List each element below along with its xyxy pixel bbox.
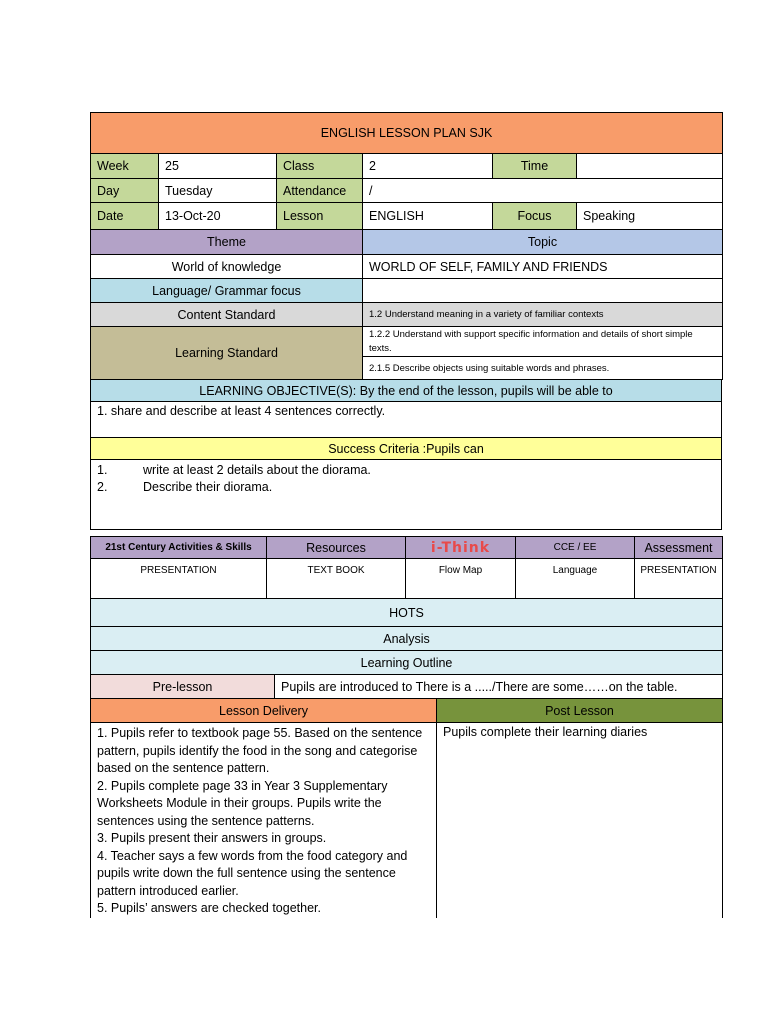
lesson-delivery-label: Lesson Delivery	[91, 699, 437, 723]
content-standard-value: 1.2 Understand meaning in a variety of familiar contexts	[363, 303, 723, 327]
hots-table	[90, 598, 723, 699]
language-focus-value	[363, 279, 723, 303]
language-focus-label: Language/ Grammar focus	[91, 279, 363, 303]
week-label: Week	[91, 154, 159, 179]
assessment-label: Assessment	[635, 537, 723, 559]
header-table	[90, 112, 723, 230]
class-label: Class	[277, 154, 363, 179]
day-label: Day	[91, 179, 159, 203]
cce-value: Language	[516, 559, 635, 599]
resources-label: Resources	[267, 537, 406, 559]
ithink-value: Flow Map	[406, 559, 516, 599]
attendance-value: /	[363, 179, 723, 203]
week-value: 25	[159, 154, 277, 179]
skills-table	[90, 536, 723, 599]
lesson-delivery-step: 1. Pupils refer to textbook page 55. Based on the sentence pattern, pupils identify the food in the song and categorise based on the sentence pattern.	[97, 726, 423, 775]
lesson-label: Lesson	[277, 203, 363, 230]
success-criteria-item	[97, 479, 715, 496]
pre-lesson-label: Pre-lesson	[91, 675, 275, 699]
century-skills-value: PRESENTATION	[91, 559, 267, 599]
assessment-value: PRESENTATION	[635, 559, 723, 599]
success-criteria-text: Describe their diorama.	[143, 480, 273, 494]
objectives-table	[90, 379, 722, 530]
success-criteria-text: write at least 2 details about the diorama.	[143, 463, 371, 477]
standards-table	[90, 229, 723, 380]
attendance-label: Attendance	[277, 179, 363, 203]
hots-value: Analysis	[91, 627, 723, 651]
date-label: Date	[91, 203, 159, 230]
learning-standard-item-1: 1.2.2 Understand with support specific information and details of short simple texts.	[363, 327, 723, 357]
lesson-delivery-step: 5. Pupils’ answers are checked together.	[97, 901, 321, 915]
success-criteria-list	[91, 460, 722, 530]
lesson-delivery-steps	[91, 723, 437, 918]
focus-value: Speaking	[577, 203, 723, 230]
delivery-table	[90, 698, 723, 918]
success-criteria-item	[97, 462, 715, 479]
resources-value: TEXT BOOK	[267, 559, 406, 599]
class-value: 2	[363, 154, 493, 179]
date-value: 13-Oct-20	[159, 203, 277, 230]
success-criteria-label: Success Criteria :Pupils can	[91, 438, 722, 460]
ithink-label	[406, 537, 516, 559]
lesson-delivery-step: 2. Pupils complete page 33 in Year 3 Supplementary Worksheets Module in their groups. Pupils write the sentences using the sentence patterns.	[97, 778, 388, 828]
theme-value: World of knowledge	[91, 255, 363, 279]
theme-label: Theme	[91, 230, 363, 255]
lesson-plan-sheet	[90, 112, 722, 918]
time-label: Time	[493, 154, 577, 179]
lesson-delivery-step: 4. Teacher says a few words from the food category and pupils write down the full sentence using the sentence pattern introduced earlier.	[97, 848, 408, 898]
time-value	[577, 154, 723, 179]
pre-lesson-value: Pupils are introduced to There is a ...../There are some……on the table.	[275, 675, 723, 699]
hots-label: HOTS	[91, 599, 723, 627]
success-criteria-num: 1.	[97, 463, 108, 477]
century-skills-label: 21st Century Activities & Skills	[91, 537, 267, 559]
lesson-value: ENGLISH	[363, 203, 493, 230]
ithink-logo: i-Think	[430, 539, 491, 556]
learning-standard-label: Learning Standard	[91, 327, 363, 380]
content-standard-label: Content Standard	[91, 303, 363, 327]
learning-standard-item-2: 2.1.5 Describe objects using suitable words and phrases.	[363, 357, 723, 380]
success-criteria-num: 2.	[97, 480, 108, 494]
focus-label: Focus	[493, 203, 577, 230]
post-lesson-label: Post Lesson	[437, 699, 723, 723]
day-value: Tuesday	[159, 179, 277, 203]
learning-objective-label: LEARNING OBJECTIVE(S): By the end of the lesson, pupils will be able to	[91, 380, 722, 402]
cce-label: CCE / EE	[516, 537, 635, 559]
lesson-plan-title: ENGLISH LESSON PLAN SJK	[91, 113, 723, 154]
topic-value: WORLD OF SELF, FAMILY AND FRIENDS	[363, 255, 723, 279]
learning-outline-label: Learning Outline	[91, 651, 723, 675]
post-lesson-value: Pupils complete their learning diaries	[437, 723, 723, 918]
learning-objective-text: 1. share and describe at least 4 sentences correctly.	[91, 402, 722, 438]
topic-label: Topic	[363, 230, 723, 255]
lesson-delivery-step: 3. Pupils present their answers in groups.	[97, 831, 327, 845]
